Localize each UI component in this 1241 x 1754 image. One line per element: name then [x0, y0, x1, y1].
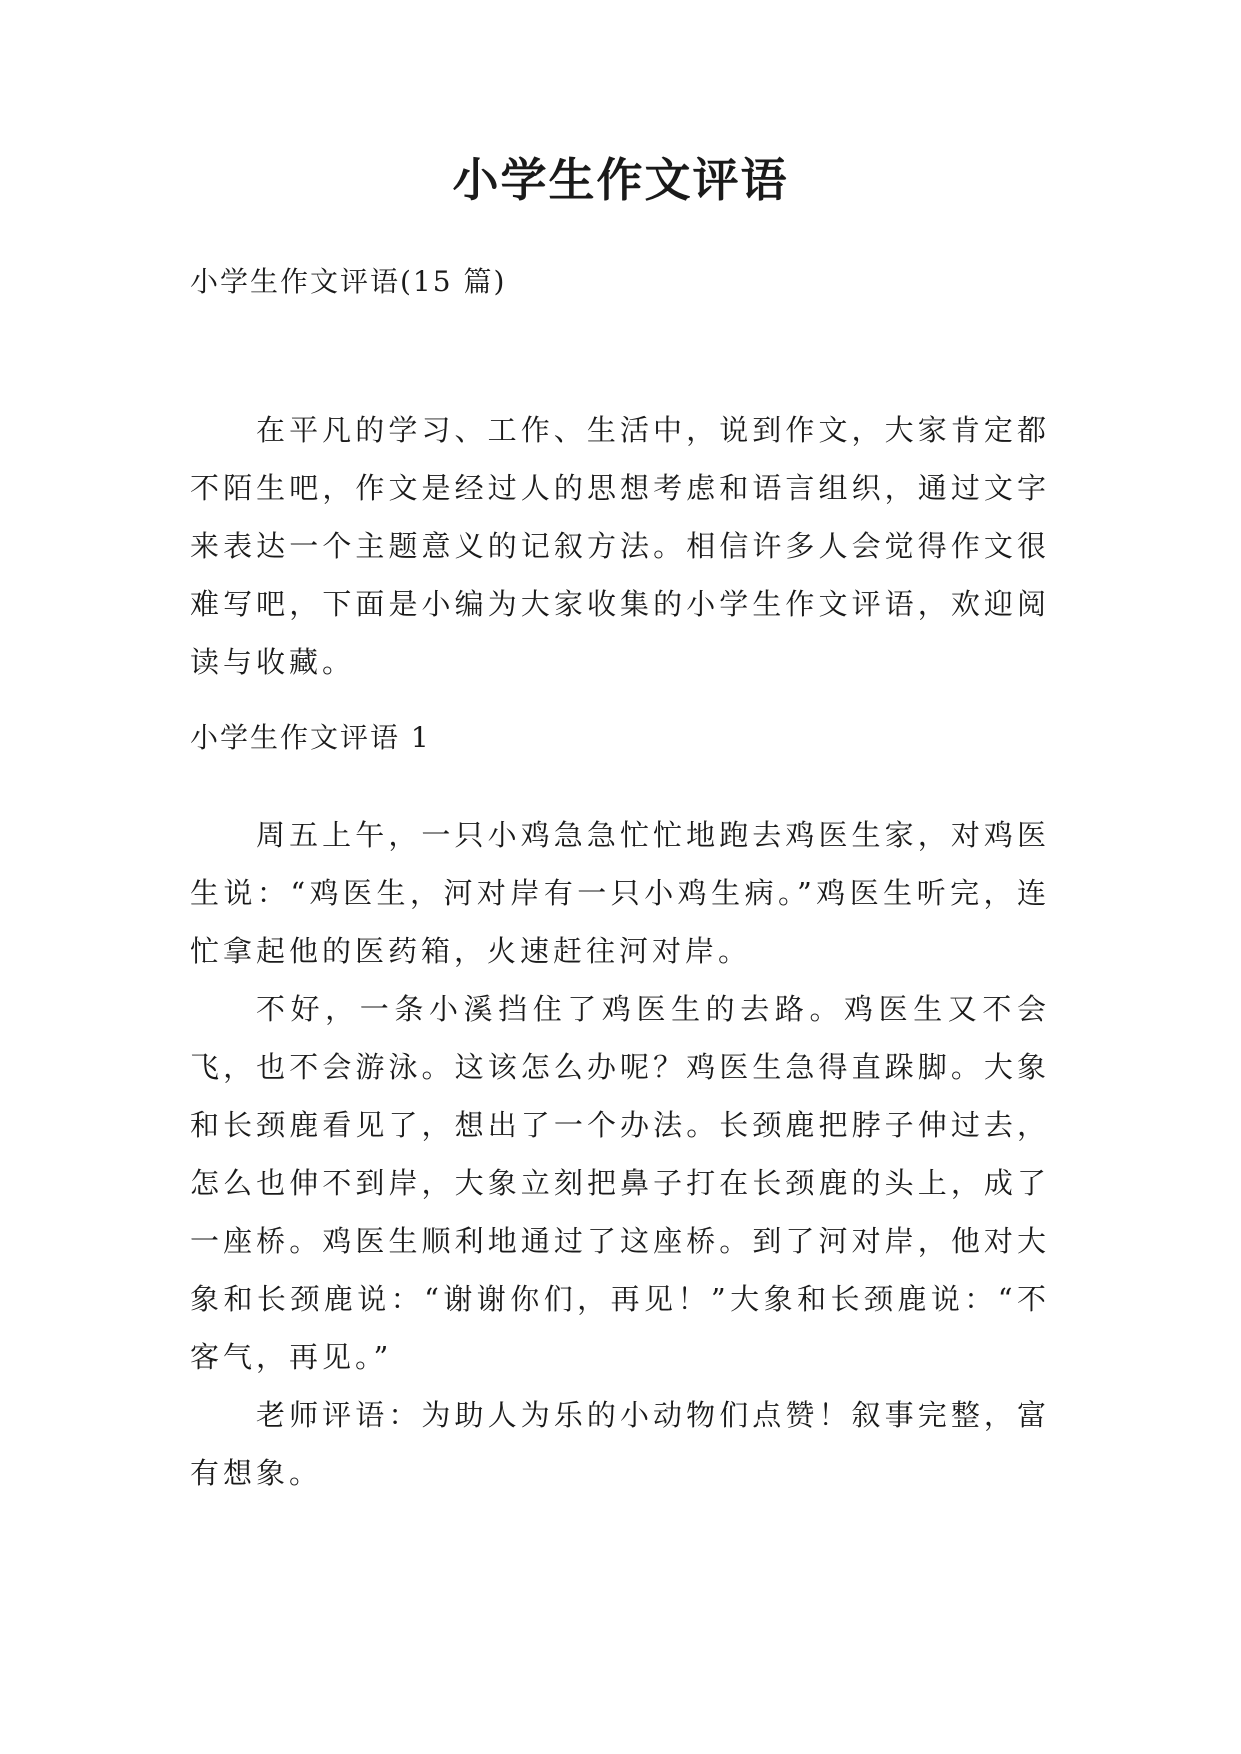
body-paragraph-1: 周五上午，一只小鸡急急忙忙地跑去鸡医生家，对鸡医生说：“鸡医生，河对岸有一只小鸡生病。”鸡医生听完，连忙拿起他的医药箱，火速赶往河对岸。: [190, 818, 1050, 968]
section-body-1: [190, 806, 1050, 1502]
section-heading-1: 小学生作文评语 1: [190, 721, 431, 754]
body-paragraph-2: 不好，一条小溪挡住了鸡医生的去路。鸡医生又不会飞，也不会游泳。这该怎么办呢？鸡医生急得直跺脚。大象和长颈鹿看见了，想出了一个办法。长颈鹿把脖子伸过去，怎么也伸不到岸，大象立刻把鼻子打在长颈鹿的头上，成了一座桥。鸡医生顺利地通过了这座桥。到了河对岸，他对大象和长颈鹿说：“谢谢你们，再见！”大象和长颈鹿说：“不客气，再见。”: [190, 992, 1050, 1374]
page-title: 小学生作文评语: [452, 153, 789, 207]
intro-paragraph: 在平凡的学习、工作、生活中，说到作文，大家肯定都不陌生吧，作文是经过人的思想考虑和语言组织，通过文字来表达一个主题意义的记叙方法。相信许多人会觉得作文很难写吧，下面是小编为大家收集的小学生作文评语，欢迎阅读与收藏。: [190, 413, 1050, 679]
teacher-comment: 老师评语：为助人为乐的小动物们点赞！叙事完整，富有想象。: [190, 1398, 1050, 1490]
intro-block: [190, 401, 1050, 691]
document-subtitle: 小学生作文评语(15 篇): [190, 265, 507, 298]
